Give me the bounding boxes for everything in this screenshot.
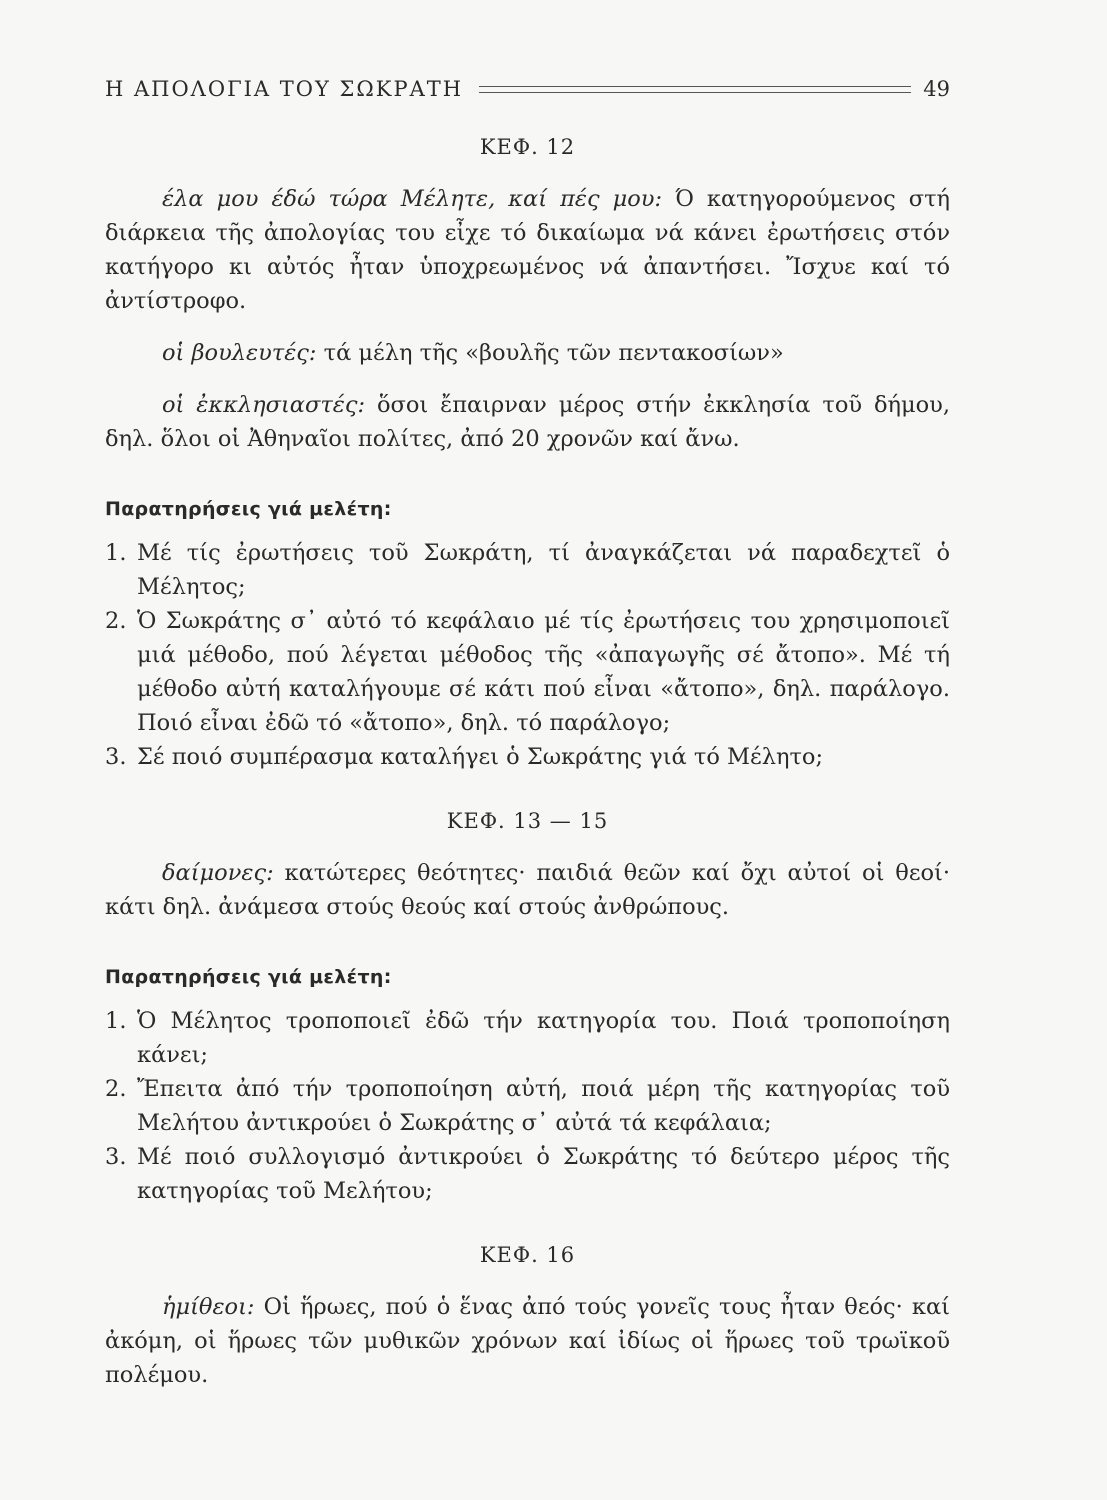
intro-text: Ό κατηγορούμενος στή διάρκεια τῆς ἀπολογίας του εἶχε τό δικαίωμα νά κάνει ἐρωτήσεις στόν κατήγορο κι αὐτός ἦταν ὑποχρεωμένος νά ἀπαντήσει. Ἴσχυε καί τό ἀντίστροφο. [105, 186, 950, 314]
gloss-text: Οἱ ἥρωες, πού ὁ ἕνας ἀπό τούς γονεῖς τους ἦταν θεός· καί ἀκόμη, οἱ ἥρωες τῶν μυθικῶν χρόνων καί ἰδίως οἱ ἥρωες τοῦ τρωϊκοῦ πολέμου. [105, 1294, 950, 1388]
gloss-term: δαίμονες: [162, 860, 274, 886]
page-content [105, 130, 950, 1392]
gloss-ekklisiastes [105, 388, 950, 456]
list-item: 1. Μέ τίς ἐρωτήσεις τοῦ Σωκράτη, τί ἀναγκάζεται νά παραδεχτεῖ ὁ Μέλητος; [105, 540, 950, 600]
intro-term: έλα μου έδώ τώρα Μέλητε, καί πές μου: [162, 186, 663, 212]
chapter-heading-16: ΚΕΦ. 16 [479, 1243, 576, 1267]
gloss-term: οἱ βουλευτές: [162, 340, 317, 366]
chapter-heading-13-15: ΚΕΦ. 13 — 15 [446, 809, 609, 833]
gloss-text: κατώτερες θεότητες· παιδιά θεῶν καί ὄχι αὐτοί οἱ θεοί· κάτι δηλ. ἀνάμεσα στούς θεούς καί στούς ἀνθρώπους. [105, 860, 950, 920]
list-item: 3. Σέ ποιό συμπέρασμα καταλήγει ὁ Σωκράτης γιά τό Μέλητο; [105, 744, 824, 770]
header-rule [479, 86, 911, 93]
gloss-daimones [105, 856, 950, 924]
intro-paragraph [105, 182, 950, 318]
running-head [105, 74, 950, 104]
book-title: Η ΑΠΟΛΟΓΙΑ ΤΟΥ ΣΩΚΡΑΤΗ [105, 77, 464, 101]
study-notes-title: Παρατηρήσεις γιά μελέτη: [105, 966, 392, 988]
study-notes-title: Παρατηρήσεις γιά μελέτη: [105, 498, 392, 520]
page-number: 49 [923, 77, 950, 101]
gloss-vouleftes [105, 336, 950, 370]
list-item: 2. Ὁ Σωκράτης σ᾽ αὐτό τό κεφάλαιο μέ τίς ἐρωτήσεις του χρησιμοποιεῖ μιά μέθοδο, πού λέγεται μέθοδος τῆς «ἀπαγωγῆς σέ ἄτοπο». Μέ τή μέθοδο αὐτή καταλήγουμε σέ κάτι πού εἶναι «ἄτοπο», δηλ. παράλογο. Ποιό εἶναι ἐδῶ τό «ἄτοπο», δηλ. τό παράλογο; [105, 608, 950, 736]
gloss-text: τά μέλη τῆς «βουλῆς τῶν πεντακοσίων» [316, 340, 784, 366]
gloss-term: ἡμίθεοι: [162, 1294, 255, 1320]
question-list [105, 1004, 950, 1208]
gloss-imitheoi [105, 1290, 950, 1392]
question-list [105, 536, 950, 774]
chapter-heading-12: ΚΕΦ. 12 [479, 135, 576, 159]
gloss-term: οἱ ἐκκλησιαστές: [162, 392, 366, 418]
gloss-text: ὅσοι ἔπαιρναν μέρος στήν ἐκκλησία τοῦ δήμου, δηλ. ὅλοι οἱ Ἀθηναῖοι πολίτες, ἀπό 20 χρονῶν καί ἄνω. [105, 392, 951, 452]
list-item: 1. Ὁ Μέλητος τροποποιεῖ ἐδῶ τήν κατηγορία του. Ποιά τροποποίηση κάνει; [105, 1008, 950, 1068]
list-item: 2. Ἔπειτα ἀπό τήν τροποποίηση αὐτή, ποιά μέρη τῆς κατηγορίας τοῦ Μελήτου ἀντικρούει ὁ Σωκράτης σ᾽ αὐτά τά κεφάλαια; [105, 1076, 950, 1136]
list-item: 3. Μέ ποιό συλλογισμό ἀντικρούει ὁ Σωκράτης τό δεύτερο μέρος τῆς κατηγορίας τοῦ Μελήτου; [105, 1144, 950, 1204]
